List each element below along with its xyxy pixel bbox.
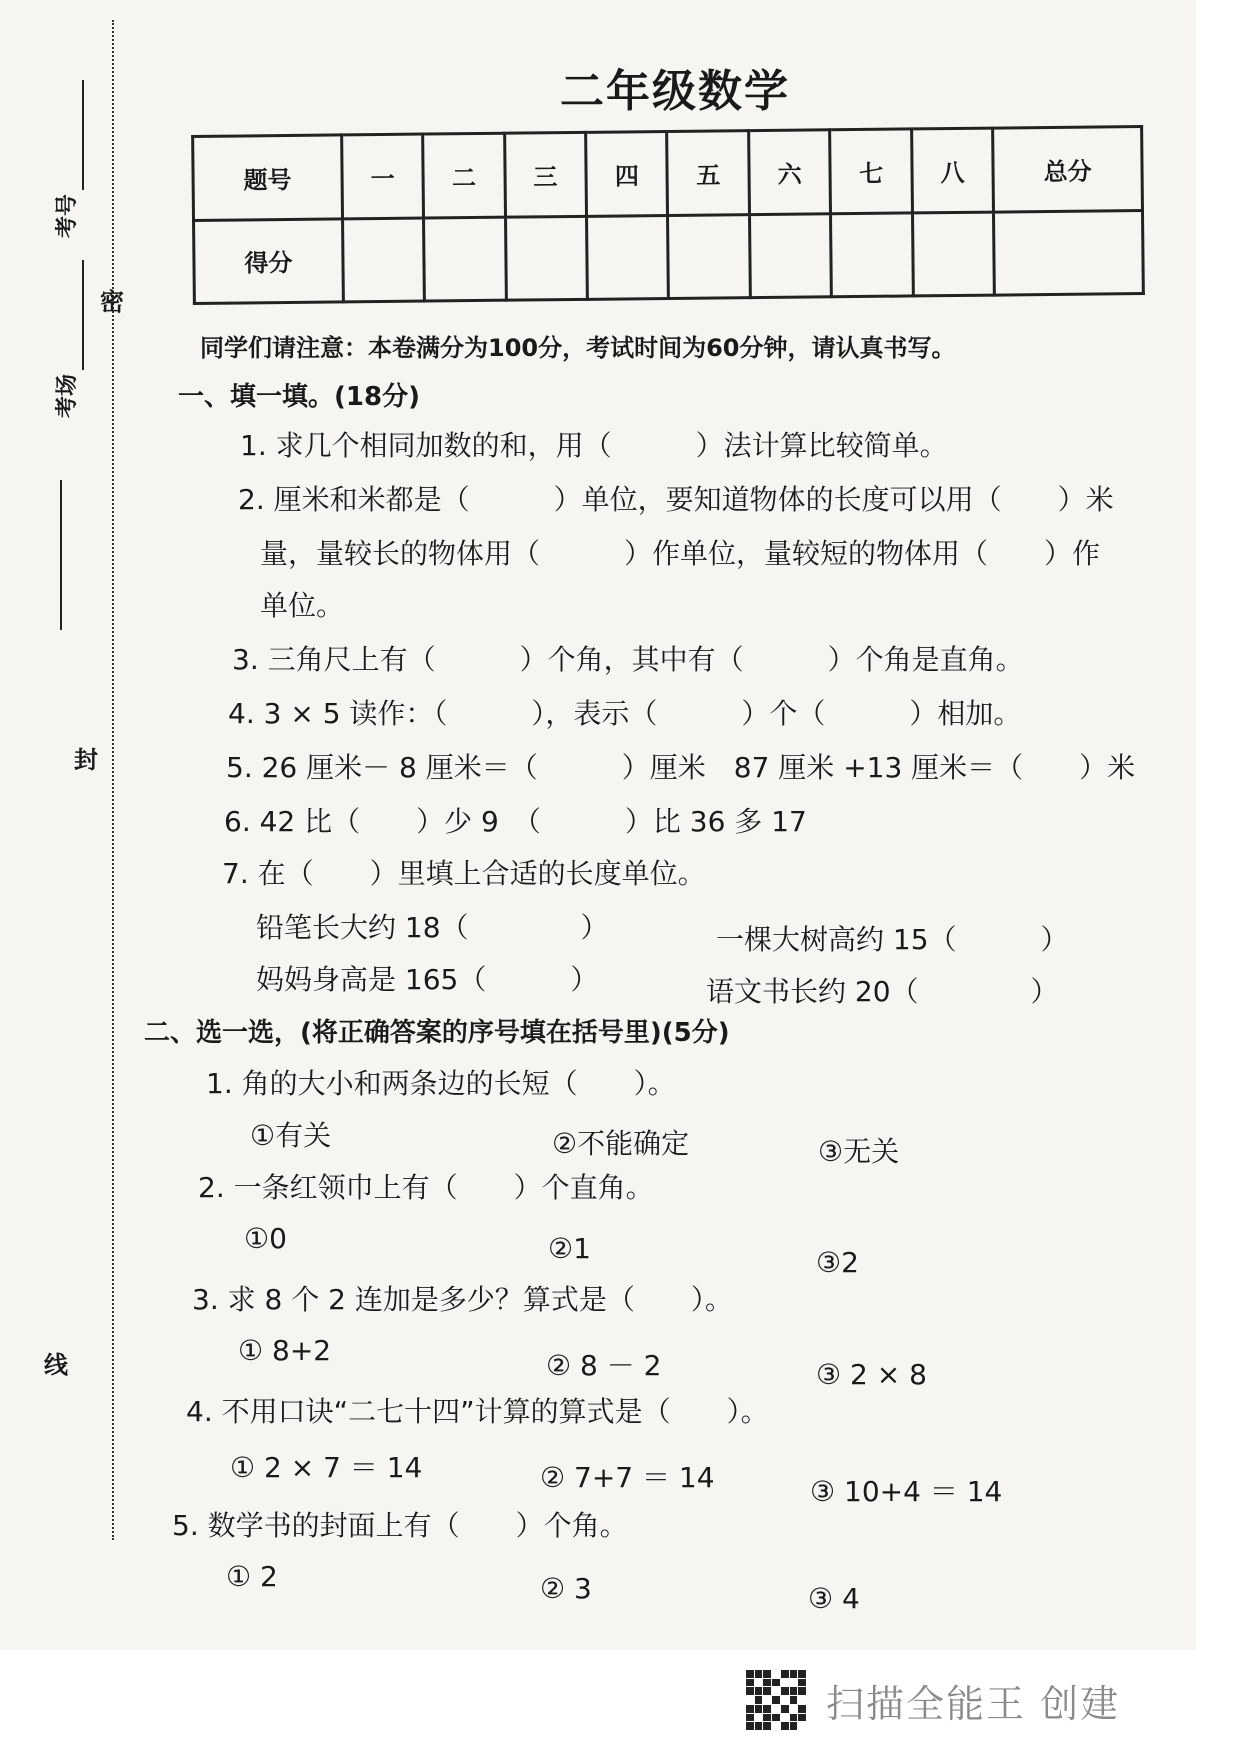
option: ② 7+7 ＝ 14 — [540, 1461, 715, 1494]
question: 6. 42 比（ ）少 9 （ ）比 36 多 17 — [224, 805, 807, 838]
score-table-col: 八 — [911, 128, 993, 212]
option: ③ 4 — [808, 1582, 860, 1615]
score-cell[interactable] — [424, 217, 506, 301]
option: ① 2 × 7 ＝ 14 — [230, 1451, 423, 1484]
question: 3. 求 8 个 2 连加是多少？算式是（ ）。 — [192, 1283, 733, 1316]
question-item: 妈妈身高是 165（ ） — [256, 963, 599, 996]
score-cell[interactable] — [831, 212, 913, 296]
binding-dotted-line — [112, 20, 114, 1540]
score-table-row2-label: 得分 — [194, 218, 344, 303]
score-table-col: 一 — [341, 134, 423, 218]
score-table-col: 二 — [423, 133, 505, 217]
question: 4. 3 × 5 读作：（ ），表示（ ）个（ ）相加。 — [228, 697, 1022, 730]
question: 5. 数学书的封面上有（ ）个角。 — [172, 1509, 628, 1542]
score-table-col: 五 — [667, 131, 749, 215]
question-item: 语文书长约 20（ ） — [706, 975, 1059, 1008]
question-cont: 单位。 — [260, 589, 345, 622]
option: ①0 — [244, 1222, 287, 1255]
kaochang-blank-line — [82, 260, 84, 370]
question: 5. 26 厘米－ 8 厘米＝（ ）厘米 87 厘米 +13 厘米＝（ ）米 — [226, 751, 1136, 784]
score-table-header-row — [193, 127, 1143, 220]
score-table-col: 七 — [830, 129, 912, 213]
score-table-total: 总分 — [993, 127, 1143, 212]
blank-line — [60, 480, 62, 630]
watermark-text: 扫描全能王 创建 — [826, 1681, 1121, 1726]
score-cell[interactable] — [505, 216, 587, 300]
score-table-col: 四 — [586, 132, 668, 216]
score-table-score-row — [194, 210, 1144, 303]
scanner-watermark — [746, 1670, 1120, 1730]
score-cell[interactable] — [912, 212, 994, 296]
qr-code-icon — [746, 1670, 806, 1730]
kaohao-label: 考号 — [55, 193, 80, 238]
score-table — [191, 125, 1145, 305]
question-item: 一棵大树高约 15（ ） — [716, 923, 1069, 956]
score-table-col: 三 — [504, 132, 586, 216]
score-cell[interactable] — [668, 214, 750, 298]
option: ①有关 — [250, 1119, 332, 1152]
question: 2. 一条红领巾上有（ ）个直角。 — [198, 1171, 654, 1204]
question: 7. 在（ ）里填上合适的长度单位。 — [222, 857, 706, 890]
question: 1. 求几个相同加数的和，用（ ）法计算比较简单。 — [240, 429, 948, 462]
option: ③2 — [816, 1246, 859, 1279]
question: 1. 角的大小和两条边的长短（ ）。 — [206, 1067, 676, 1100]
page-margin — [1196, 0, 1240, 1755]
page-title: 二年级数学 — [560, 66, 790, 117]
seal-xian: 线 — [44, 1351, 68, 1379]
score-table-row1-label: 题号 — [193, 135, 343, 220]
question: 2. 厘米和米都是（ ）单位，要知道物体的长度可以用（ ）米 — [238, 483, 1114, 516]
question: 4. 不用口诀“二七十四”计算的算式是（ ）。 — [186, 1395, 769, 1428]
question: 3. 三角尺上有（ ）个角，其中有（ ）个角是直角。 — [232, 643, 1024, 676]
kaochang-label: 考场 — [55, 373, 80, 418]
score-cell[interactable] — [749, 213, 831, 297]
seal-feng: 封 — [74, 746, 98, 774]
option: ③ 10+4 ＝ 14 — [810, 1475, 1003, 1508]
option: ① 2 — [226, 1560, 278, 1593]
question-cont: 量，量较长的物体用（ ）作单位，量较短的物体用（ ）作 — [260, 537, 1101, 570]
seal-mi: 密 — [100, 288, 124, 316]
question-item: 铅笔长大约 18（ ） — [256, 911, 609, 944]
option: ② 3 — [540, 1572, 592, 1605]
score-cell[interactable] — [994, 210, 1144, 295]
score-cell[interactable] — [587, 215, 669, 299]
option: ② 8 － 2 — [546, 1349, 662, 1382]
section1-heading: 一、填一填。(18分) — [178, 382, 420, 412]
option: ① 8+2 — [238, 1334, 332, 1367]
exam-notice: 同学们请注意：本卷满分为100分，考试时间为60分钟，请认真书写。 — [200, 334, 956, 362]
score-table-col: 六 — [749, 130, 831, 214]
option: ②1 — [548, 1232, 591, 1265]
option: ③ 2 × 8 — [816, 1358, 927, 1391]
option: ②不能确定 — [552, 1127, 690, 1160]
kaohao-blank-line — [82, 80, 84, 190]
section2-heading: 二、选一选，(将正确答案的序号填在括号里)(5分) — [144, 1018, 730, 1048]
option: ③无关 — [818, 1135, 900, 1168]
score-cell[interactable] — [342, 218, 424, 302]
